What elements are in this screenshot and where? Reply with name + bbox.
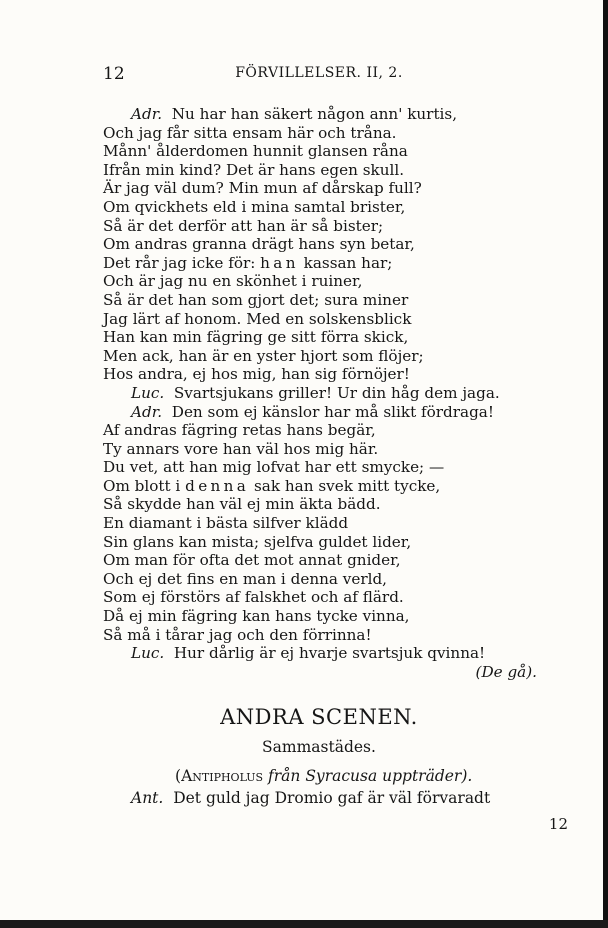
stage-direction: (Antipholus från Syracusa uppträder). — [175, 767, 473, 785]
verse-line: Om andras granna drägt hans syn betar, — [103, 235, 415, 254]
speaker-label: Luc. — [131, 383, 165, 402]
verse-line: Adr. Nu har han säkert någon ann' kurtis, — [131, 105, 458, 123]
dialogue-block — [103, 105, 543, 681]
verse-line: Så är det han som gjort det; sura miner — [103, 290, 409, 309]
exit-direction: (De gå). — [475, 662, 537, 681]
verse-line: Och jag får sitta ensam här och tråna. — [103, 123, 397, 142]
page-header — [103, 64, 535, 88]
verse-line: Månn' ålderdomen hunnit glansen råna — [103, 142, 408, 161]
verse-line: Du vet, att han mig lofvat har ett smycke; — — [103, 458, 445, 477]
speaker-label: Adr. — [131, 402, 163, 421]
verse-line: Och ej det fins en man i denna verld, — [103, 569, 388, 588]
speaker-label: Ant. — [131, 789, 164, 807]
verse-line: Jag lärt af honom. Med en solskensblick — [103, 309, 412, 328]
page-number: 12 — [103, 64, 125, 84]
verse-line: Adr. Den som ej känslor har må slikt fördraga! — [131, 402, 494, 421]
verse-line: Luc. Hur dårlig är ej hvarje svartsjuk qvinna! — [131, 644, 486, 663]
verse-line: Sin glans kan mista; sjelfva guldet lider, — [103, 532, 412, 551]
verse-line: Han kan min fägring ge sitt förra skick, — [103, 328, 409, 347]
scene-place: Sammastädes. — [262, 738, 376, 756]
verse-line: Af andras fägring retas hans begär, — [103, 421, 376, 440]
verse-line: Men ack, han är en yster hjort som flöjer; — [103, 346, 424, 365]
verse-line: Om qvickhets eld i mina samtal brister, — [103, 197, 406, 216]
verse-line: Ty annars vore han väl hos mig här. — [103, 439, 379, 458]
verse-line: Då ej min fägring kan hans tycke vinna, — [103, 607, 410, 626]
emphasized-word: denna — [185, 476, 250, 495]
character-name: Antipholus — [181, 767, 264, 785]
verse-line: Och är jag nu en skönhet i ruiner, — [103, 272, 363, 291]
verse-line: Ifrån min kind? Det är hans egen skull. — [103, 160, 405, 179]
verse-line: Så är det derför att han är så bister; — [103, 216, 384, 235]
verse-line: Är jag väl dum? Min mun af dårskap full? — [103, 179, 422, 198]
verse-line: Luc. Svartsjukans griller! Ur din håg dem jaga. — [131, 383, 500, 402]
verse-line: Hos andra, ej hos mig, han sig förnöjer! — [103, 365, 410, 384]
verse-line: Det rår jag icke för: han kassan har; — [103, 253, 393, 272]
verse-line: Så skydde han väl ej min äkta bädd. — [103, 495, 381, 514]
page-bottom-shadow — [0, 920, 608, 928]
dialogue-line: Ant. Det guld jag Dromio gaf är väl förvaradt — [131, 789, 491, 807]
scene-title: ANDRA SCENEN. — [220, 705, 418, 729]
signature-mark: 12 — [548, 815, 568, 833]
running-title: FÖRVILLELSER. II, 2. — [235, 65, 403, 81]
verse-line: En diamant i bästa silfver klädd — [103, 514, 349, 533]
verse-line: Om blott i denna sak han svek mitt tycke, — [103, 476, 441, 495]
page-edge-shadow — [603, 0, 608, 928]
emphasized-word: han — [260, 253, 299, 272]
verse-line: Så må i tårar jag och den förrinna! — [103, 625, 372, 644]
speaker-label: Adr. — [131, 105, 163, 123]
speaker-label: Luc. — [131, 644, 165, 663]
verse-line: Som ej förstörs af falskhet och af flärd. — [103, 588, 404, 607]
verse-line: Om man för ofta det mot annat gnider, — [103, 551, 401, 570]
